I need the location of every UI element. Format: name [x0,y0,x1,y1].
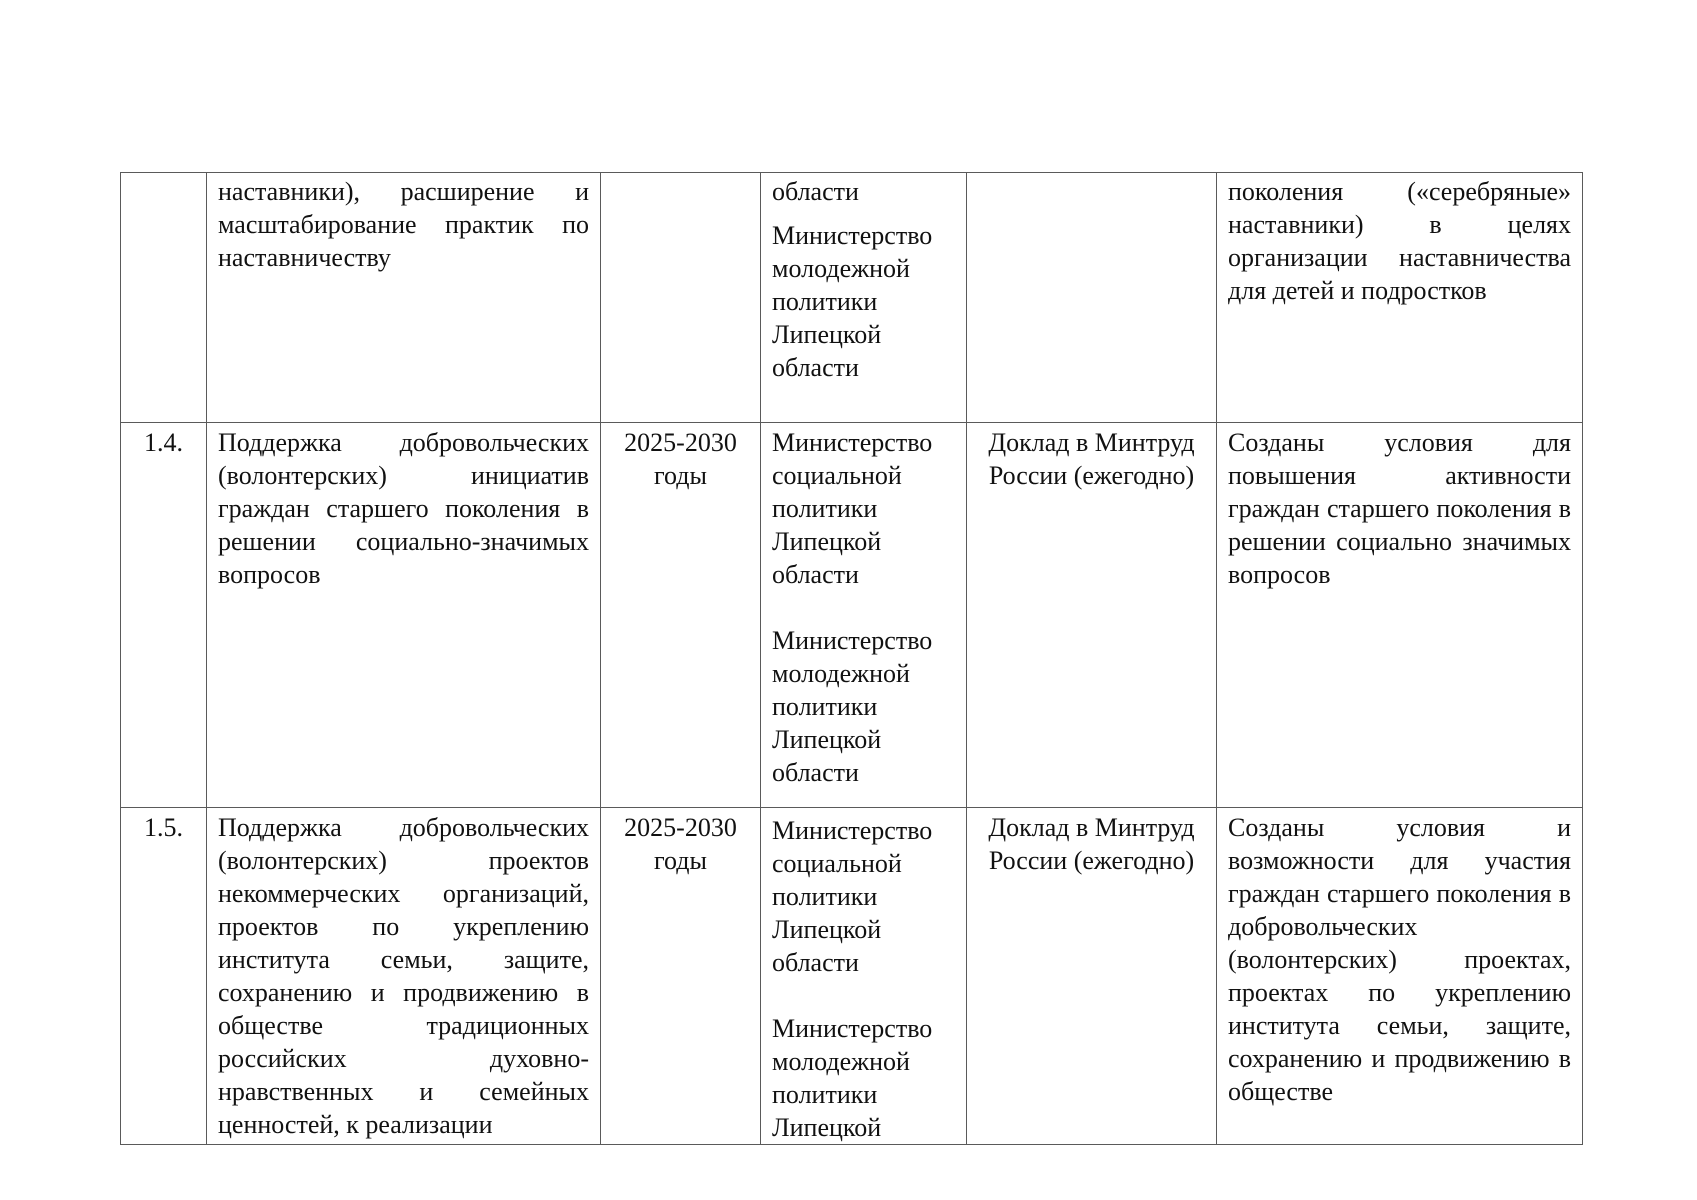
result-cell [1217,808,1583,1145]
table-row [121,808,1583,1145]
executors-cell [761,173,967,423]
table-row [121,423,1583,808]
executors-cell [761,808,967,1145]
period-cell: 2025-2030 годы [601,423,761,808]
activities-table [120,172,1583,1145]
result-text: поколения («серебряные» наставники) в целях организации наставничества для детей и подростков [1228,177,1571,305]
result-cell [1217,173,1583,423]
activity-text: наставники), расширение и масштабирование практик по наставничеству [218,177,589,272]
executor-text: Министерство молодежной политики Липецкой области [772,221,933,382]
report-cell [967,173,1217,423]
result-cell [1217,423,1583,808]
period-cell: 2025-2030 годы [601,808,761,1145]
activity-cell [207,173,601,423]
row-number-cell [121,173,207,423]
period-cell [601,173,761,423]
report-cell: Доклад в Минтруд России (ежегодно) [967,808,1217,1145]
executor-text: Министерство молодежной политики Липецкой [772,1014,933,1142]
executor-text: Министерство молодежной политики Липецкой области [772,626,933,787]
activity-text: Поддержка добровольческих (волонтерских) проектов некоммерческих организаций, проектов по укреплению института семьи, защите, сохранению и продвижению в обществе традиционных российских духовно-нравственных и семейных ценностей, к реализации [218,813,589,1139]
report-cell: Доклад в Минтруд России (ежегодно) [967,423,1217,808]
executor-text: Министерство социальной политики Липецкой области [772,428,933,589]
row-number-cell: 1.4. [121,423,207,808]
activity-cell [207,423,601,808]
executor-text: области [772,177,859,206]
activity-text: Поддержка добровольческих (волонтерских) инициатив граждан старшего поколения в решении социально-значимых вопросов [218,428,589,589]
result-text: Созданы условия для повышения активности граждан старшего поколения в решении социально значимых вопросов [1228,428,1571,589]
executor-text: Министерство социальной политики Липецкой области [772,816,933,977]
table-row [121,173,1583,423]
row-number-cell: 1.5. [121,808,207,1145]
result-text: Созданы условия и возможности для участия граждан старшего поколения в добровольческих (волонтерских) проектах, проектах по укреплению института семьи, защите, сохранению и продвижению в обществе [1228,813,1571,1106]
executors-cell [761,423,967,808]
activity-cell [207,808,601,1145]
